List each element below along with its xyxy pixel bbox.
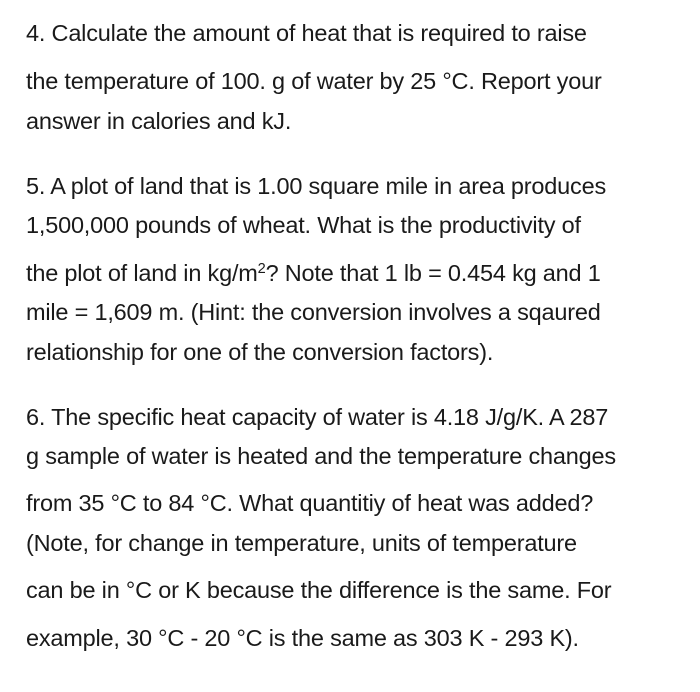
problem-text: A plot of land that is 1.00 square mile in area produces [50,173,607,199]
problem-number: 6. [26,404,46,430]
problem-number: 5. [26,173,46,199]
problem-line: can be in °C or K because the difference is the same. For [26,577,612,603]
problem-text: the plot of land in kg/m [26,260,258,286]
problem-line: the temperature of 100. g of water by 25 °C. Report your [26,68,602,94]
problem-line: answer in calories and kJ. [26,108,292,134]
problem-line: g sample of water is heated and the temperature changes [26,443,616,469]
problem-number: 4. [26,20,46,46]
problem-text: Calculate the amount of heat that is required to raise [51,20,587,46]
problem-line [26,406,608,430]
problem-text: The specific heat capacity of water is 4.18 J/g/K. A 287 [51,404,609,430]
problem-line: example, 30 °C - 20 °C is the same as 303 K - 293 K). [26,625,579,651]
superscript-exponent: 2 [257,261,266,277]
problem-line [26,175,606,199]
problem-line: mile = 1,609 m. (Hint: the conversion involves a sqaured [26,299,601,325]
problem-text: ? Note that 1 lb = 0.454 kg and 1 [265,260,601,286]
problem-line: relationship for one of the conversion factors). [26,339,494,365]
problem-line [26,22,587,46]
problem-line: (Note, for change in temperature, units of temperature [26,530,577,556]
problem-line: 1,500,000 pounds of wheat. What is the productivity of [26,212,581,238]
problem-line [26,262,601,286]
problem-line: from 35 °C to 84 °C. What quantitiy of heat was added? [26,490,594,516]
